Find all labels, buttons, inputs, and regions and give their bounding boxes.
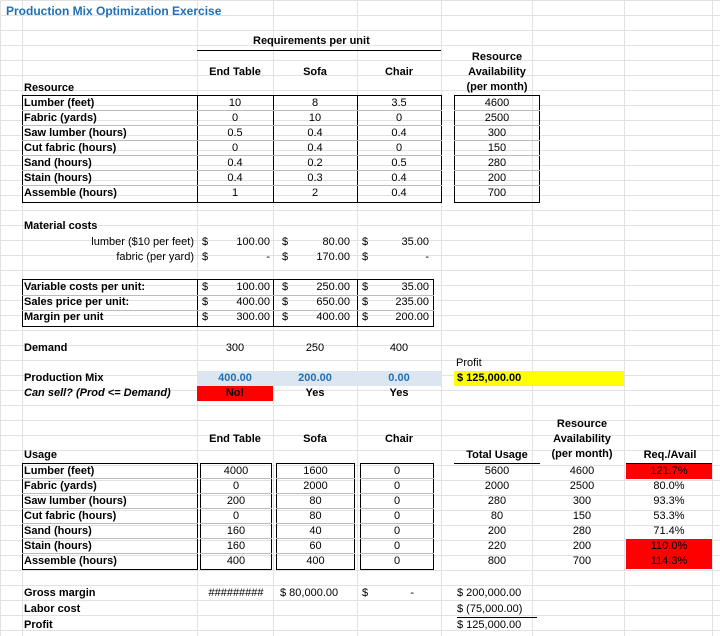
usage-resource-name: Lumber (feet) <box>24 465 95 477</box>
col-header-end-table: End Table <box>209 66 261 78</box>
can-sell-label: Can sell? (Prod <= Demand) <box>24 387 171 399</box>
usage-avail-header-2: Availability <box>553 433 611 445</box>
req-chair-value[interactable]: 0.5 <box>391 157 407 169</box>
usage-end-table-value[interactable]: 160 <box>226 525 246 537</box>
req-chair-value[interactable]: 0.4 <box>391 187 407 199</box>
usage-availability-value[interactable]: 150 <box>572 510 592 522</box>
summary-label: Profit <box>24 619 53 631</box>
usage-resource-name: Fabric (yards) <box>24 480 97 492</box>
dollar-sign: $ <box>282 281 289 293</box>
usage-end-table-value[interactable]: 400 <box>226 555 246 567</box>
req-avail-ratio[interactable]: 93.3% <box>653 495 685 507</box>
req-end-table-value[interactable]: 1 <box>231 187 239 199</box>
dollar-sign: $ <box>202 236 209 248</box>
gross-margin-end-table[interactable]: ######### <box>208 587 264 599</box>
usage-end-table-value[interactable]: 4000 <box>223 465 249 477</box>
total-usage-value[interactable]: 220 <box>487 540 507 552</box>
usage-resource-name: Sand (hours) <box>24 525 92 537</box>
req-end-table-value[interactable]: 0 <box>231 142 239 154</box>
req-end-table-value[interactable]: 0.5 <box>227 127 243 139</box>
summary-total[interactable]: $ 125,000.00 <box>457 619 522 631</box>
total-usage-value[interactable]: 80 <box>490 510 504 522</box>
req-end-table-value[interactable]: 0.4 <box>227 172 243 184</box>
cost-end-table-value[interactable]: 300.00 <box>236 311 270 323</box>
material-sofa-value[interactable]: 80.00 <box>322 236 350 248</box>
dollar-sign: $ <box>362 281 369 293</box>
mix-end-table[interactable]: 400.00 <box>218 372 252 384</box>
total-usage-header: Total Usage <box>466 449 528 461</box>
material-costs-label: Material costs <box>24 220 98 232</box>
usage-end-table-value[interactable]: 0 <box>232 480 240 492</box>
resource-availability-header-2: Availability <box>468 66 526 78</box>
dollar-sign: $ <box>282 296 289 308</box>
resource-availability-header-3: (per month) <box>466 81 528 93</box>
summary-label: Labor cost <box>24 603 81 615</box>
production-mix-label: Production Mix <box>24 372 104 384</box>
usage-chair-value[interactable]: 0 <box>393 555 401 567</box>
availability-value[interactable]: 280 <box>487 157 507 169</box>
profit-label: Profit <box>456 357 482 369</box>
resource-name: Sand (hours) <box>24 157 92 169</box>
usage-header-end-table: End Table <box>209 433 261 445</box>
cost-end-table-value[interactable]: 400.00 <box>236 296 270 308</box>
demand-chair[interactable]: 400 <box>389 342 409 354</box>
req-sofa-value[interactable]: 0.4 <box>307 142 323 154</box>
gross-margin-chair[interactable]: - <box>410 587 414 599</box>
dollar-sign: $ <box>362 296 369 308</box>
usage-chair-value[interactable]: 0 <box>393 510 401 522</box>
req-avail-header: Req./Avail <box>643 449 697 461</box>
dollar-sign: $ <box>362 587 369 599</box>
material-end-table-value[interactable]: 100.00 <box>236 236 270 248</box>
material-end-table-value[interactable]: - <box>266 251 270 263</box>
dollar-sign: $ <box>362 251 369 263</box>
cost-end-table-value[interactable]: 100.00 <box>236 281 270 293</box>
req-avail-ratio[interactable]: 121.7% <box>650 465 688 477</box>
resource-name: Cut fabric (hours) <box>24 142 117 154</box>
demand-end-table[interactable]: 300 <box>225 342 245 354</box>
usage-chair-value[interactable]: 0 <box>393 495 401 507</box>
availability-value[interactable]: 2500 <box>484 112 510 124</box>
cost-sofa-value[interactable]: 250.00 <box>316 281 350 293</box>
usage-end-table-value[interactable]: 0 <box>232 510 240 522</box>
usage-chair-value[interactable]: 0 <box>393 525 401 537</box>
req-end-table-value[interactable]: 0.4 <box>227 157 243 169</box>
summary-label: Gross margin <box>24 587 96 599</box>
cost-sofa-value[interactable]: 650.00 <box>316 296 350 308</box>
total-usage-value[interactable]: 800 <box>487 555 507 567</box>
availability-value[interactable]: 150 <box>487 142 507 154</box>
req-chair-value[interactable]: 0 <box>395 112 403 124</box>
usage-resource-name: Saw lumber (hours) <box>24 495 127 507</box>
dollar-sign: $ <box>362 311 369 323</box>
material-sofa-value[interactable]: 170.00 <box>316 251 350 263</box>
req-chair-value[interactable]: 0 <box>395 142 403 154</box>
req-sofa-value[interactable]: 0.2 <box>307 157 323 169</box>
dollar-sign: $ <box>282 236 289 248</box>
cost-row-label: Sales price per unit: <box>24 296 130 308</box>
cost-chair-value[interactable]: 200.00 <box>395 311 429 323</box>
total-usage-value[interactable]: 2000 <box>484 480 510 492</box>
dollar-sign: $ <box>362 236 369 248</box>
usage-sofa-value[interactable]: 1600 <box>303 465 328 477</box>
usage-sofa-value[interactable]: 60 <box>309 540 322 552</box>
mix-sofa[interactable]: 200.00 <box>298 372 332 384</box>
summary-total[interactable]: $ 200,000.00 <box>457 587 522 599</box>
req-end-table-value[interactable]: 0 <box>231 112 239 124</box>
summary-total[interactable]: $ (75,000.00) <box>457 603 523 615</box>
resource-name: Fabric (yards) <box>24 112 97 124</box>
req-avail-ratio[interactable]: 80.0% <box>653 480 685 492</box>
usage-availability-value[interactable]: 4600 <box>569 465 595 477</box>
req-sofa-value[interactable]: 2 <box>311 187 319 199</box>
demand-sofa[interactable]: 250 <box>305 342 325 354</box>
material-chair-value[interactable]: 35.00 <box>401 236 429 248</box>
resource-availability-header-1: Resource <box>471 51 523 63</box>
req-end-table-value[interactable]: 10 <box>228 97 242 109</box>
req-avail-ratio[interactable]: 71.4% <box>653 525 685 537</box>
usage-availability-value[interactable]: 300 <box>572 495 592 507</box>
req-avail-ratio[interactable]: 53.3% <box>653 510 685 522</box>
usage-chair-value[interactable]: 0 <box>393 540 401 552</box>
profit-value[interactable]: $ 125,000.00 <box>457 372 522 384</box>
usage-avail-header-1: Resource <box>556 418 608 430</box>
availability-value[interactable]: 300 <box>487 127 507 139</box>
dollar-sign: $ <box>202 251 209 263</box>
req-sofa-value[interactable]: 10 <box>308 112 322 124</box>
req-avail-ratio[interactable]: 110.0% <box>650 540 688 552</box>
col-header-chair: Chair <box>384 66 414 78</box>
dollar-sign: $ <box>202 281 209 293</box>
usage-resource-name: Cut fabric (hours) <box>24 510 117 522</box>
mix-chair[interactable]: 0.00 <box>388 372 410 384</box>
availability-value[interactable]: 4600 <box>484 97 510 109</box>
material-chair-value[interactable]: - <box>425 251 429 263</box>
dollar-sign: $ <box>282 311 289 323</box>
can-sell-end-table: No! <box>225 387 245 399</box>
req-sofa-value[interactable]: 8 <box>311 97 319 109</box>
usage-sofa-value[interactable]: 2000 <box>303 480 328 492</box>
cost-chair-value[interactable]: 235.00 <box>395 296 429 308</box>
can-sell-chair: Yes <box>389 387 409 399</box>
dollar-sign: $ <box>282 251 289 263</box>
usage-availability-value[interactable]: 700 <box>572 555 592 567</box>
usage-resource-name: Stain (hours) <box>24 540 92 552</box>
dollar-sign: $ <box>202 311 209 323</box>
resource-name: Lumber (feet) <box>24 97 95 109</box>
demand-label: Demand <box>24 342 68 354</box>
req-chair-value[interactable]: 3.5 <box>391 97 407 109</box>
availability-value[interactable]: 700 <box>487 187 507 199</box>
total-usage-value[interactable]: 280 <box>487 495 507 507</box>
usage-sofa-value[interactable]: 400 <box>306 555 325 567</box>
req-sofa-value[interactable]: 0.4 <box>307 127 323 139</box>
total-usage-value[interactable]: 5600 <box>484 465 510 477</box>
usage-sofa-value[interactable]: 40 <box>309 525 322 537</box>
usage-end-table-value[interactable]: 160 <box>226 540 246 552</box>
usage-availability-value[interactable]: 280 <box>572 525 592 537</box>
usage-header-sofa: Sofa <box>303 433 327 445</box>
sheet-title: Production Mix Optimization Exercise <box>6 4 222 18</box>
availability-value[interactable]: 200 <box>487 172 507 184</box>
usage-availability-value[interactable]: 200 <box>572 540 592 552</box>
usage-chair-value[interactable]: 0 <box>393 480 401 492</box>
req-avail-ratio[interactable]: 114.3% <box>650 555 688 567</box>
can-sell-sofa: Yes <box>305 387 325 399</box>
resource-name: Assemble (hours) <box>24 187 117 199</box>
req-chair-value[interactable]: 0.4 <box>391 172 407 184</box>
material-row-label: lumber ($10 per feet) <box>91 236 194 248</box>
usage-chair-value[interactable]: 0 <box>393 465 401 477</box>
cost-chair-value[interactable]: 35.00 <box>401 281 429 293</box>
material-row-label: fabric (per yard) <box>116 251 194 263</box>
total-usage-value[interactable]: 200 <box>487 525 507 537</box>
usage-sofa-value[interactable]: 80 <box>309 495 322 507</box>
requirements-header: Requirements per unit <box>253 35 370 47</box>
resource-name: Saw lumber (hours) <box>24 127 127 139</box>
usage-header-chair: Chair <box>384 433 414 445</box>
resource-header: Resource <box>24 82 75 94</box>
usage-resource-name: Assemble (hours) <box>24 555 117 567</box>
cost-row-label: Margin per unit <box>24 311 104 323</box>
cost-sofa-value[interactable]: 400.00 <box>316 311 350 323</box>
usage-avail-header-3: (per month) <box>551 448 613 460</box>
gross-margin-sofa[interactable]: $ 80,000.00 <box>280 587 339 599</box>
usage-availability-value[interactable]: 2500 <box>569 480 595 492</box>
dollar-sign: $ <box>202 296 209 308</box>
usage-sofa-value[interactable]: 80 <box>309 510 322 522</box>
cost-row-label: Variable costs per unit: <box>24 281 146 293</box>
req-chair-value[interactable]: 0.4 <box>391 127 407 139</box>
req-sofa-value[interactable]: 0.3 <box>307 172 323 184</box>
resource-name: Stain (hours) <box>24 172 92 184</box>
col-header-sofa: Sofa <box>303 66 327 78</box>
usage-label: Usage <box>24 449 58 461</box>
usage-end-table-value[interactable]: 200 <box>226 495 246 507</box>
